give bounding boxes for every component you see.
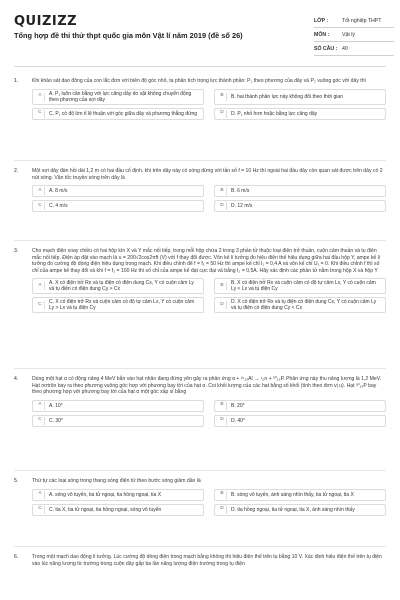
options-grid: [32, 89, 386, 120]
question-text: Dùng một hạt α có động năng 4 MeV bắn vào hạt nhân đang đứng yên gây ra phản ứng α + ²⁷₁₃Al → ¹₀n + ³⁰₁₅P. Phản ứng này thu năng lượng là 1,2 MeV. Hạt nơtrôn bay ra theo phương vuông góc hợp với phương bay tới của hạt α. Coi khối lượng của các hạt bằng số khối (tính theo đơn vị u). Hạt ³⁰₁₅P bay theo phương hợp với phương bay tới của hạt α một góc xấp xỉ bằng: [32, 376, 382, 396]
meta-row-subject: [314, 28, 394, 42]
meta-value: Tốt nghiệp THPT: [342, 17, 382, 24]
question-2: [14, 168, 386, 212]
option-text: D. 12 m/s: [231, 203, 253, 210]
question-separator: [14, 368, 386, 369]
option-d[interactable]: [214, 200, 386, 212]
option-text: B. sóng vô tuyến, ánh sáng nhìn thấy, tia tử ngoại, tia X: [231, 491, 354, 498]
meta-value: 40: [342, 45, 348, 52]
option-letter: A: [36, 402, 45, 410]
option-letter: B: [218, 93, 227, 101]
option-d[interactable]: [214, 415, 386, 427]
option-letter: A: [36, 93, 45, 101]
question-text: Cho mạch điện xoay chiều có hai hộp kín X và Y mắc nối tiếp, trong mỗi hộp chứa 2 trong 3 phần tử thuộc loại điện trở thuần, cuộn cảm thuần và tụ điện mắc nối tiếp. Điện áp đặt vào mạch là u = 200√2cos2πft (V) với f thay đổi được. Vôn kế lí tưởng đo hiệu điện thế hiệu dụng giữa hai đầu hộp Y, ampe kế lí tưởng đo cường độ dòng điện hiệu dụng trong mạch. Khi điều chỉnh để f = f₁ = 50 Hz thì ampe kế chỉ I₁ = 0,4 A và vôn kế chỉ U₁ = 0. Khi điều chỉnh f thì số chỉ của ampe kế thay đổi và khi f = f₂ = 100 Hz thì số chỉ của ampe kế đạt cực đại và bằng I₂ = 0,5A. Hãy xác định các phần tử nằm trong hộp X và hộp Y: [32, 248, 381, 274]
question-1: [14, 78, 386, 120]
option-letter: C: [36, 301, 45, 309]
quizizz-logo: QUIZIZZ: [14, 14, 78, 29]
option-text: A. 8 m/s: [49, 188, 68, 195]
option-text: A. X có điện trở Rx và tụ điện có điện dung Cx, Y có cuộn cảm Ly và tụ điện có điện dung Cy > Cx: [49, 280, 194, 293]
option-letter: D: [218, 506, 227, 514]
option-text: D. tia hồng ngoại, tia tử ngoại, tia X, ánh sáng nhìn thấy: [231, 506, 355, 513]
question-6: [14, 554, 386, 567]
option-text: A. P₁ luôn cân bằng với lực căng dây do vật không chuyển động theo phương của sợi dây: [49, 90, 192, 103]
option-c[interactable]: [32, 297, 204, 313]
meta-row-class: [314, 14, 394, 28]
option-text: A. sóng vô tuyến, tia tử ngoại, tia hồng ngoại, tia X: [49, 491, 162, 498]
option-text: C. tia X, tia tử ngoại, tia hồng ngoại, sóng vô tuyến: [49, 506, 162, 513]
question-4: [14, 376, 386, 427]
question-number: 1.: [14, 78, 19, 84]
question-separator: [14, 160, 386, 161]
option-d[interactable]: [214, 108, 386, 120]
option-c[interactable]: [32, 200, 204, 212]
question-text: Một sợi dây đàn hồi dài 1,2 m có hai đầu cố định, khi trên dây này có sóng dừng với tần số f = 10 Hz thì ngoài hai đầu dây còn quan sát được trên dây có 2 nút sóng. Vận tốc truyền sóng trên dây là: [32, 168, 383, 181]
option-a[interactable]: [32, 89, 204, 105]
option-text: B. X có điện trở Rx và cuộn cảm có độ tự cảm Lx, Y có cuộn cảm Ly < Lx và tụ điện Cy: [231, 280, 376, 293]
option-text: C. X có điện trở Rx và cuộn cảm có độ tự cảm Lx, Y có cuộn cảm Ly > Lx và tụ điện Cy: [49, 299, 195, 312]
option-text: D. P₁ nhỏ hơn hoặc bằng lực căng dây: [231, 110, 318, 117]
option-letter: D: [218, 110, 227, 118]
option-letter: A: [36, 187, 45, 195]
page-title: Tổng hợp đề thi thử thpt quốc gia môn Vật lí năm 2019 (đề số 26): [14, 31, 243, 40]
option-letter: D: [218, 417, 227, 425]
options-grid: [32, 400, 386, 427]
meta-key: SỐ CÂU :: [314, 45, 338, 52]
options-grid: [32, 489, 386, 516]
options-grid: [32, 278, 386, 313]
question-number: 6.: [14, 554, 19, 560]
option-text: B. hai thành phần lực này không đổi theo thời gian: [231, 93, 343, 100]
question-number: 4.: [14, 376, 19, 382]
question-number: 3.: [14, 248, 19, 254]
meta-key: MÔN :: [314, 31, 330, 38]
option-letter: C: [36, 202, 45, 210]
option-text: A. 10°: [49, 402, 63, 409]
meta-value: Vật lý: [342, 31, 355, 38]
meta-panel: [314, 14, 394, 56]
question-separator: [14, 240, 386, 241]
option-letter: C: [36, 506, 45, 514]
option-c[interactable]: [32, 415, 204, 427]
option-text: D. X có điện trở Rx và tụ điện có điện dung Cx, Y có cuộn cảm Ly và tụ điện có điện dung Cy < Cx: [231, 299, 377, 312]
option-d[interactable]: [214, 504, 386, 516]
option-letter: B: [218, 187, 227, 195]
option-a[interactable]: [32, 185, 204, 197]
option-a[interactable]: [32, 489, 204, 501]
option-letter: C: [36, 110, 45, 118]
option-b[interactable]: [214, 278, 386, 294]
option-letter: B: [218, 282, 227, 290]
option-letter: B: [218, 491, 227, 499]
option-text: C. 30°: [49, 417, 63, 424]
option-b[interactable]: [214, 185, 386, 197]
question-text: Trong một mạch dao động lí tưởng. Lúc cường độ dòng điện trong mạch bằng không thì hiệu điện thế trên tụ bằng 10 V. Xác định hiệu điện thế trên tụ điện vào lúc năng lượng từ trường trong cuộn dây gấp ba lần năng lượng điện trường trong tụ điện: [32, 554, 382, 567]
option-text: C. 4 m/s: [49, 203, 68, 210]
question-5: [14, 478, 386, 516]
meta-key: LỚP :: [314, 17, 329, 24]
option-d[interactable]: [214, 297, 386, 313]
option-b[interactable]: [214, 89, 386, 105]
question-3: [14, 248, 386, 313]
option-letter: A: [36, 491, 45, 499]
option-b[interactable]: [214, 400, 386, 412]
option-text: C. P₁ có độ lớn tỉ lệ thuận với góc giữa dây và phương thẳng đứng: [49, 110, 198, 117]
question-text: Khi khảo sát dao động của con lắc đơn với biên độ góc nhỏ, ta phân tích trọng lực thành phần: P₁ theo phương của dây và P₂ vuông góc với dây thì: [32, 78, 366, 84]
option-letter: B: [218, 402, 227, 410]
question-separator: [14, 546, 386, 547]
question-text: Thứ tự các loại sóng trong thang sóng điện từ theo bước sóng giảm dần là: [32, 478, 201, 484]
option-letter: C: [36, 417, 45, 425]
option-b[interactable]: [214, 489, 386, 501]
option-text: B. 20°: [231, 402, 245, 409]
option-a[interactable]: [32, 278, 204, 294]
question-number: 5.: [14, 478, 19, 484]
meta-row-count: [314, 42, 394, 56]
header-divider: [14, 66, 386, 67]
option-letter: D: [218, 301, 227, 309]
option-text: D. 40°: [231, 417, 245, 424]
option-letter: A: [36, 282, 45, 290]
option-c[interactable]: [32, 504, 204, 516]
option-c[interactable]: [32, 108, 204, 120]
question-number: 2.: [14, 168, 19, 174]
option-letter: D: [218, 202, 227, 210]
option-a[interactable]: [32, 400, 204, 412]
question-separator: [14, 470, 386, 471]
options-grid: [32, 185, 386, 212]
option-text: B. 6 m/s: [231, 188, 250, 195]
